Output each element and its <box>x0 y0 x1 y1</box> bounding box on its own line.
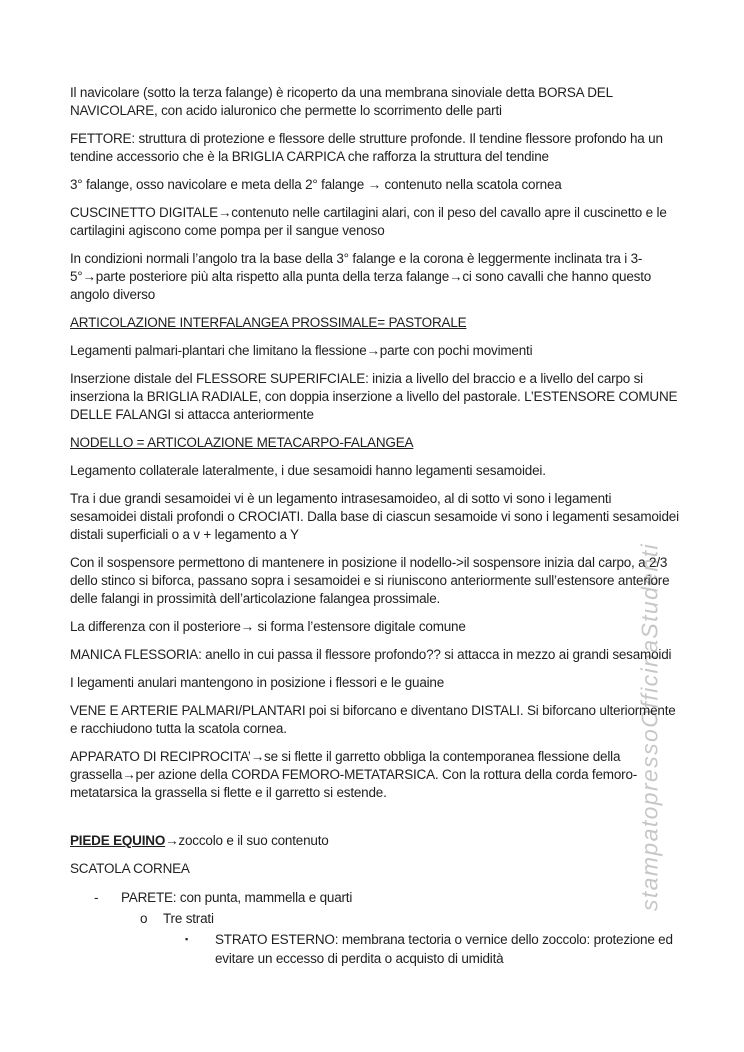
document-body <box>70 84 680 970</box>
list-item-text: PARETE: con punta, mammella e quarti <box>121 890 353 905</box>
paragraph-differenza-posteriore: La differenza con il posteriore→ si forma l’estensore digitale comune <box>70 619 466 634</box>
list-item-text: Tre strati <box>163 911 214 926</box>
paragraph-navicolare: Il navicolare (sotto la terza falange) è ricoperto da una membrana sinoviale detta BORSA DEL NAVICOLARE, con acido ialuronico che permette lo scorrimento delle parti <box>70 85 613 118</box>
paragraph-angolo-falange: In condizioni normali l’angolo tra la base della 3° falange e la corona è leggermente inclinata tra i 3-5°→parte posteriore più alta rispetto alla punta della terza falange→ci sono cavalli che hanno questo angolo diverso <box>70 251 652 302</box>
list-item-text: STRATO ESTERNO: membrana tectoria o vernice dello zoccolo: protezione ed evitare un eccesso di perdita o acquisto di umidità <box>215 932 673 966</box>
dash-bullet-icon: - <box>94 890 99 905</box>
heading-piede-equino-rest: →zoccolo e il suo contenuto <box>165 833 329 848</box>
circle-bullet-icon: o <box>140 911 148 926</box>
paragraph-sesamoidei: Tra i due grandi sesamoidei vi è un legamento intrasesamoideo, al di sotto vi sono i legamenti sesamoidei distali profondi o CROCIATI. Dalla base di ciascun sesamoide vi sono i legamenti sesamoidei distali superficiali o a v + legamento a Y <box>70 491 679 542</box>
bullet-list <box>70 888 680 968</box>
square-bullet-icon: ▪ <box>185 934 188 944</box>
paragraph-falange-scatola-cornea: 3° falange, osso navicolare e meta della 2° falange → contenuto nella scatola cornea <box>70 177 562 192</box>
list-item-strato-esterno <box>70 930 680 968</box>
heading-nodello: NODELLO = ARTICOLAZIONE METACARPO-FALANGEA <box>70 435 414 450</box>
paragraph-inserzione-distale: Inserzione distale del FLESSORE SUPERIFCIALE: inizia a livello del braccio e a livello del carpo si inserziona la BRIGLIA RADIALE, con doppia inserzione a livello del pastorale. L’ESTENSORE COMUNE DELLE FALANGI si attacca anteriormente <box>70 371 678 422</box>
paragraph-manica-flessoria: MANICA FLESSORIA: anello in cui passa il flessore profondo?? si attacca in mezzo ai grandi sesamoidi <box>70 647 672 662</box>
paragraph-sospensore: Con il sospensore permettono di mantenere in posizione il nodello->il sospensore inizia dal carpo, a 2/3 dello stinco si biforca, passano sopra i sesamoidei e si riuniscono anteriormente sull’estensore anteriore delle falangi in prossimità dell’articolazione falangea prossimale. <box>70 555 670 606</box>
paragraph-legamenti-palmari: Legamenti palmari-plantari che limitano la flessione→parte con pochi movimenti <box>70 343 533 358</box>
paragraph-apparato-reciprocita: APPARATO DI RECIPROCITA’→se si flette il garretto obbliga la contemporanea flessione della grassella→per azione della CORDA FEMORO-METATARSICA. Con la rottura della corda femoro-metatarsica la grassella si flette e il garretto si estende. <box>70 749 638 800</box>
paragraph-vene-arterie: VENE E ARTERIE PALMARI/PLANTARI poi si biforcano e diventano DISTALI. Si biforcano ulteriormente e racchiudono tutta la scatola cornea. <box>70 703 676 736</box>
paragraph-fettore: FETTORE: struttura di protezione e flessore delle strutture profonde. Il tendine flessore profondo ha un tendine accessorio che è la BRIGLIA CARPICA che rafforza la struttura del tendine <box>70 131 663 164</box>
paragraph-legamento-collaterale: Legamento collaterale lateralmente, i due sesamoidi hanno legamenti sesamoidei. <box>70 463 546 478</box>
paragraph-legamenti-anulari: I legamenti anulari mantengono in posizione i flessori e le guaine <box>70 675 445 690</box>
list-item-tre-strati <box>70 909 680 928</box>
heading-piede-equino <box>70 832 680 850</box>
list-item-parete <box>70 888 680 907</box>
heading-articolazione-interfalangea: ARTICOLAZIONE INTERFALANGEA PROSSIMALE= PASTORALE <box>70 315 467 330</box>
watermark-text: stampatopressoOfficinaStudenti <box>636 542 663 912</box>
paragraph-cuscinetto-digitale: CUSCINETTO DIGITALE→contenuto nelle cartilagini alari, con il peso del cavallo apre il cuscinetto e le cartilagini agiscono come pompa per il sangue venoso <box>70 205 667 238</box>
paragraph-scatola-cornea: SCATOLA CORNEA <box>70 861 190 876</box>
heading-piede-equino-title: PIEDE EQUINO <box>70 833 166 848</box>
